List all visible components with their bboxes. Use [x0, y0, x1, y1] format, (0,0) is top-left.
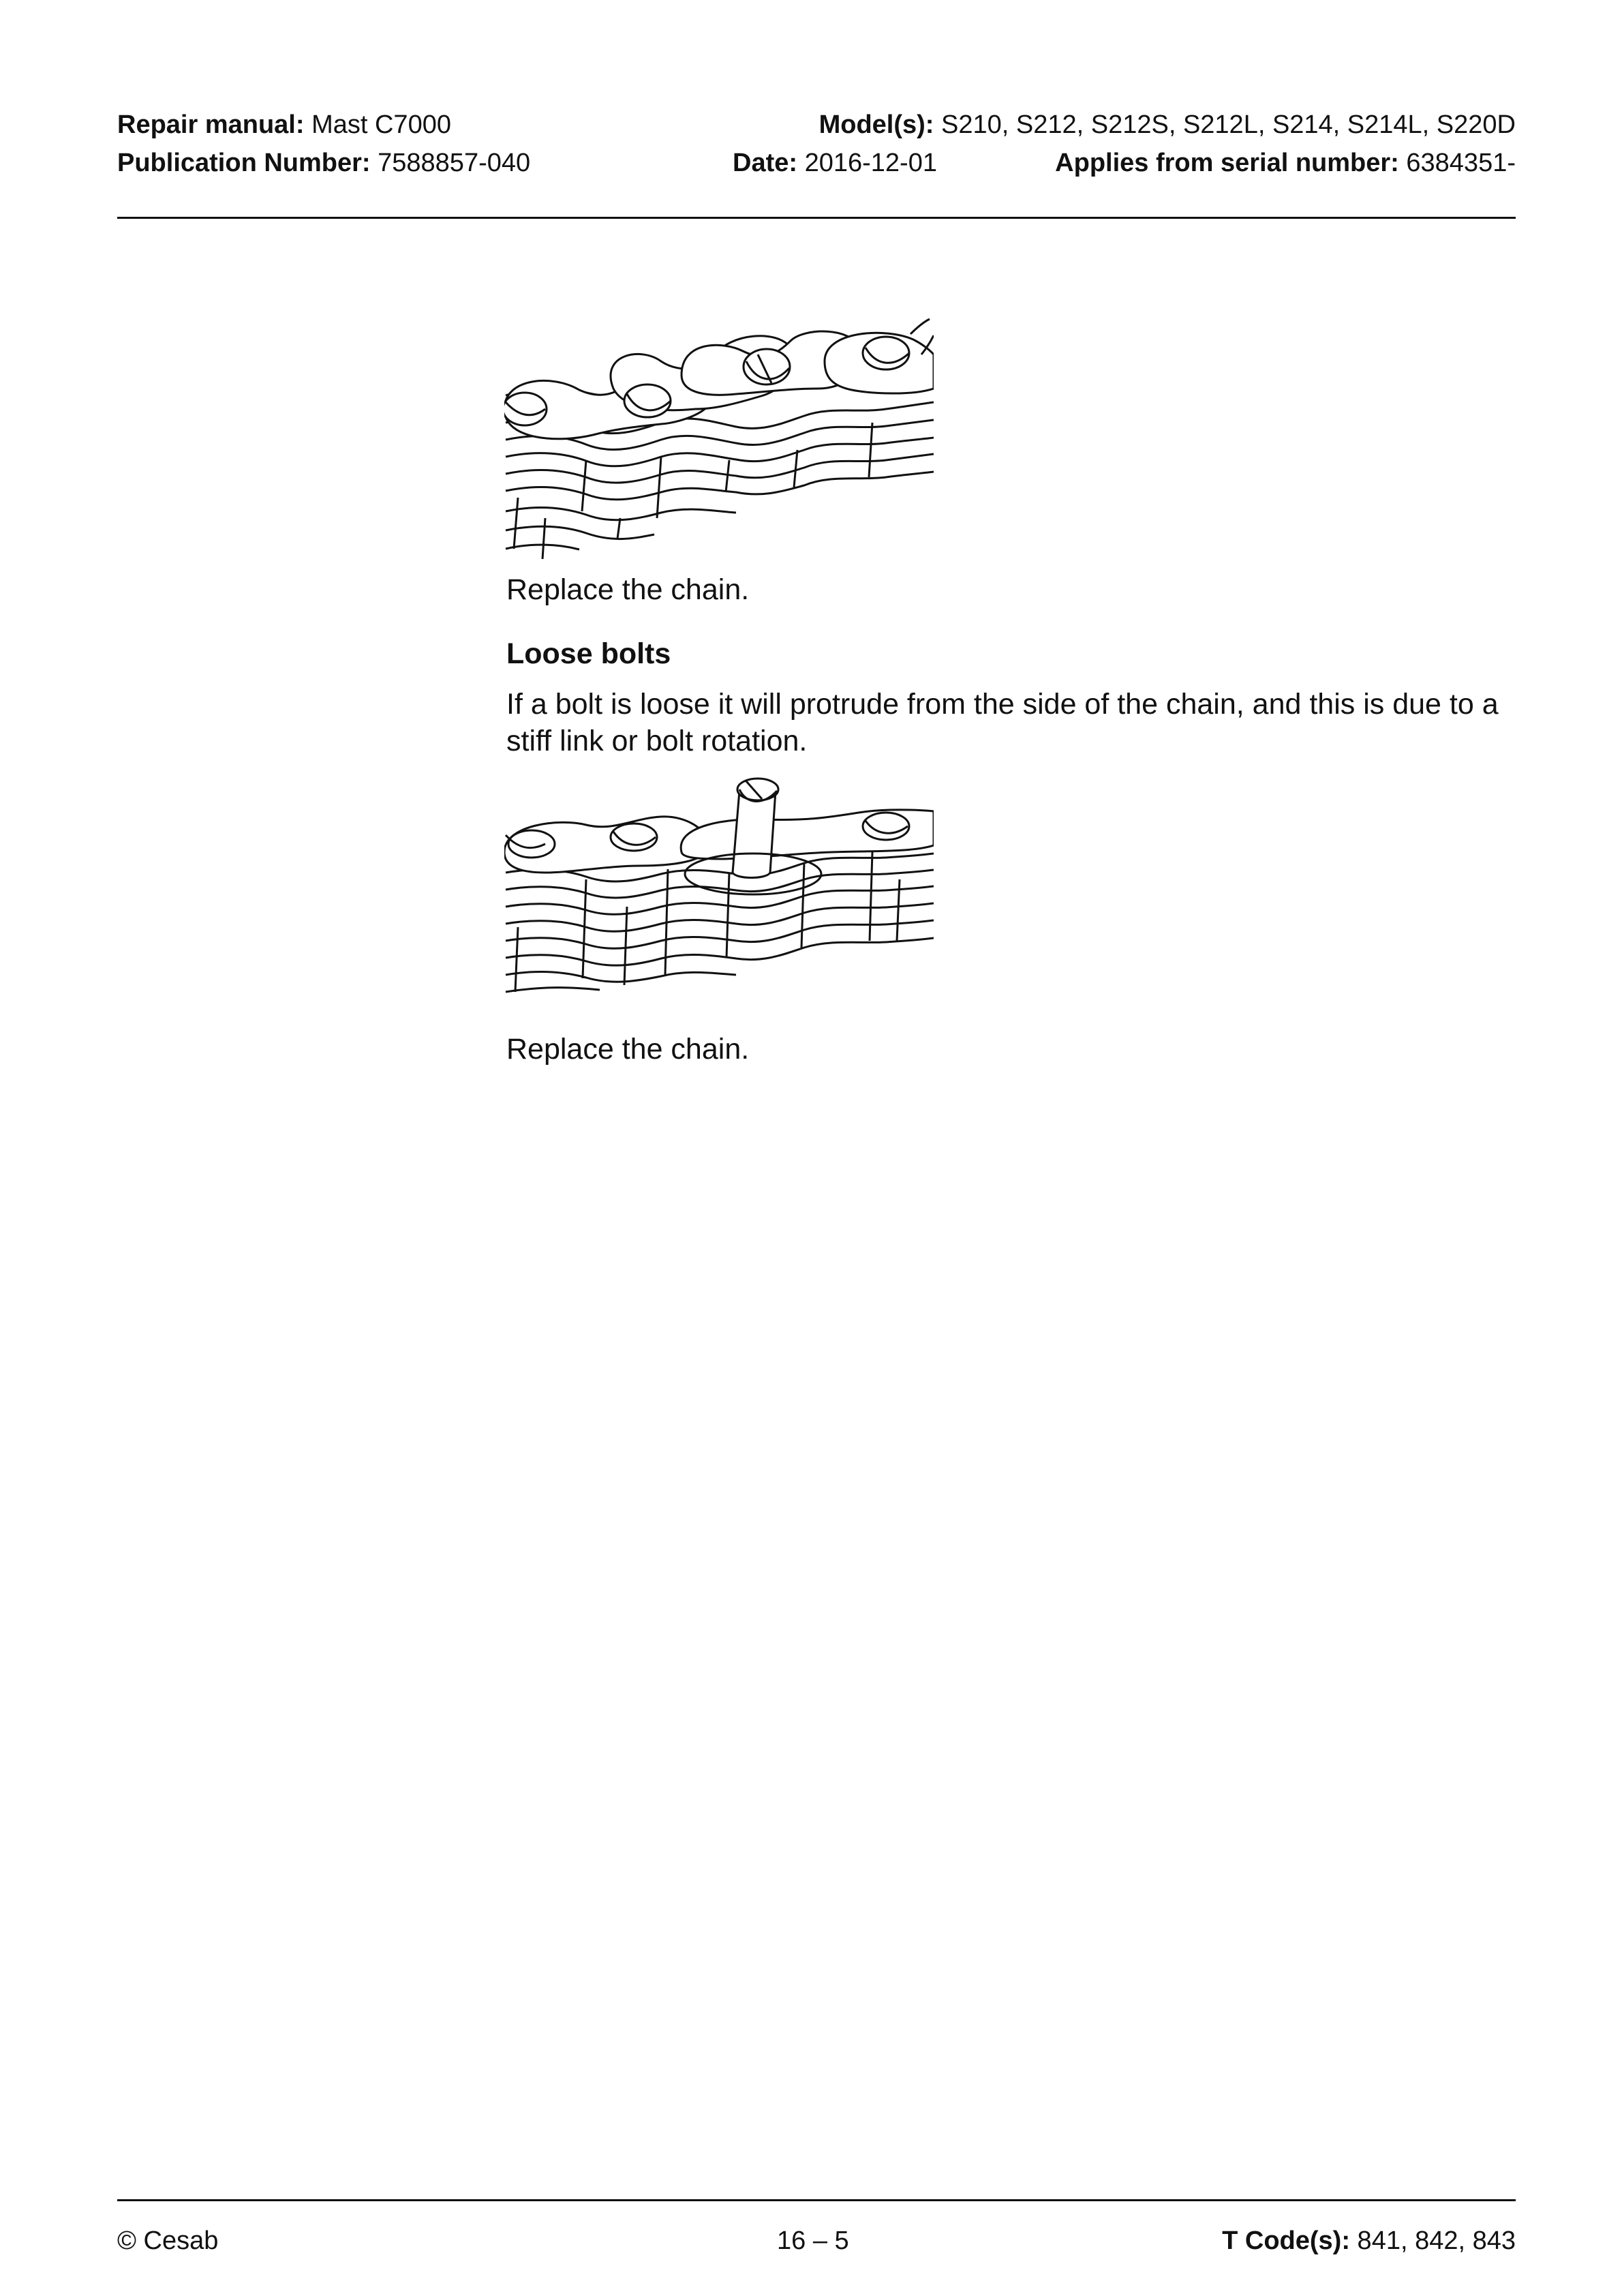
- footer-copyright: © Cesab: [117, 2226, 219, 2255]
- loose-bolt-chain-illustration-icon: [504, 770, 934, 1016]
- serial-value: 6384351-: [1398, 149, 1516, 177]
- date-label: Date:: [733, 149, 798, 177]
- date-value: 2016-12-01: [797, 149, 937, 177]
- header-divider: [117, 217, 1516, 219]
- models-value: S210, S212, S212S, S212L, S214, S214L, S220D: [934, 110, 1516, 139]
- publication-label: Publication Number:: [117, 149, 371, 177]
- header-serial-number: [1055, 150, 1516, 176]
- paragraph-loose-bolts: If a bolt is loose it will protrude from the side of the chain, and this is due to a stiff link or bolt rotation.: [506, 688, 1499, 757]
- header-repair-manual: [117, 112, 451, 138]
- header-date: [733, 150, 937, 176]
- worn-chain-illustration-icon: [504, 314, 934, 566]
- repair-manual-value: Mast C7000: [304, 110, 451, 139]
- tcode-value: 841, 842, 843: [1350, 2226, 1516, 2255]
- tcode-label: T Code(s):: [1222, 2226, 1350, 2255]
- footer-page-number: 16 – 5: [777, 2226, 849, 2255]
- footer-divider: [117, 2199, 1516, 2201]
- models-label: Model(s):: [818, 110, 934, 139]
- publication-value: 7588857-040: [370, 149, 531, 177]
- caption-replace-chain-2: Replace the chain.: [506, 1033, 750, 1066]
- repair-manual-label: Repair manual:: [117, 110, 305, 139]
- header-models: [819, 112, 1516, 138]
- caption-replace-chain-1: Replace the chain.: [506, 573, 750, 606]
- header-publication-number: [117, 150, 530, 176]
- serial-label: Applies from serial number:: [1055, 149, 1399, 177]
- heading-loose-bolts: Loose bolts: [506, 637, 671, 670]
- footer-tcodes: [1222, 2228, 1516, 2254]
